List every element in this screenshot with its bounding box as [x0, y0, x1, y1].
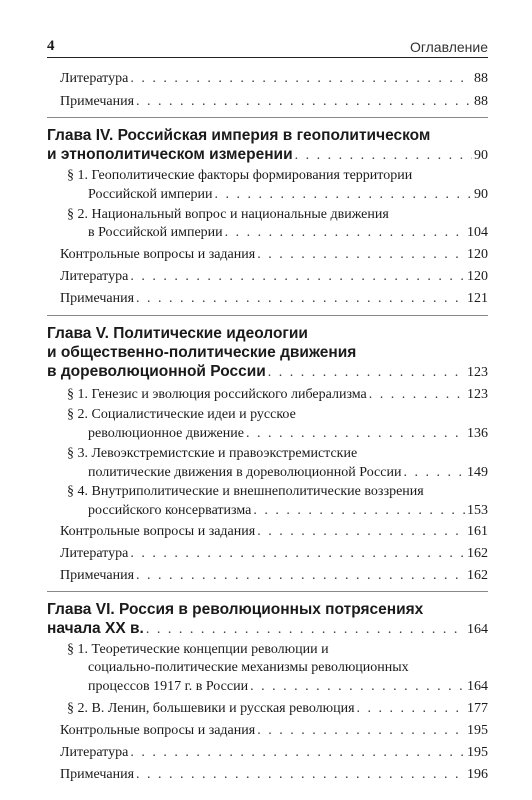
leader-dots [130, 545, 465, 563]
chapter-5-title-cont: в дореволюционной России [47, 363, 266, 380]
entry-page: 196 [467, 767, 488, 782]
leader-dots [136, 290, 465, 308]
entry-page: 120 [467, 269, 488, 284]
leader-dots [295, 148, 472, 164]
header-rule [47, 57, 488, 58]
leader-dots [250, 678, 465, 696]
entry-page: 153 [467, 503, 488, 518]
entry-page: 136 [467, 426, 488, 441]
toc-entry-4-notes [60, 289, 488, 308]
entry-page: 161 [467, 524, 488, 539]
leader-dots [257, 722, 465, 740]
entry-page: 123 [467, 365, 488, 380]
entry-label: Контрольные вопросы и задания [60, 723, 256, 738]
toc-entry-6-literature [60, 743, 488, 762]
toc-entry-5-2 [88, 424, 488, 443]
entry-page: 177 [467, 701, 488, 716]
entry-label: Литература [60, 71, 129, 86]
leader-dots [215, 186, 472, 204]
entry-page: 162 [467, 568, 488, 583]
leader-dots [136, 766, 465, 784]
toc-entry-6-1 [88, 677, 488, 696]
toc-entry-5-3 [88, 463, 488, 482]
entry-page: 121 [467, 291, 488, 306]
toc-entry-5-questions [60, 522, 488, 541]
entry-page: 88 [474, 94, 488, 109]
leader-dots [257, 523, 465, 541]
chapter-5-title: Глава V. Политические идеологии [47, 325, 308, 342]
toc-entry-6-2 [67, 699, 488, 718]
entry-page: 123 [467, 387, 488, 402]
leader-dots [268, 365, 465, 381]
entry-label: Литература [60, 745, 129, 760]
leader-dots [357, 700, 465, 718]
chapter-6-title-cont: начала XX в. [47, 620, 144, 637]
toc-entry-5-notes [60, 566, 488, 585]
toc-entry-4-2 [88, 223, 488, 242]
section-5-4-title: § 4. Внутриполитические и внешнеполитические воззрения [67, 484, 424, 499]
leader-dots [146, 622, 465, 638]
section-divider [47, 117, 488, 118]
toc-entry-6-notes [60, 765, 488, 784]
entry-label: Примечания [60, 568, 135, 583]
entry-label: революционное движение [88, 426, 244, 441]
leader-dots [257, 246, 465, 264]
chapter-5-title-row [47, 361, 488, 381]
entry-page: 88 [474, 71, 488, 86]
entry-page: 104 [467, 225, 488, 240]
toc-entry-5-literature [60, 544, 488, 563]
section-divider [47, 315, 488, 316]
entry-label: Примечания [60, 94, 135, 109]
toc-entry-6-questions [60, 721, 488, 740]
leader-dots [130, 268, 465, 286]
entry-page: 90 [474, 187, 488, 202]
entry-label: процессов 1917 г. в России [88, 679, 249, 694]
entry-label: Примечания [60, 767, 135, 782]
entry-label: § 1. Генезис и эволюция российского либерализма [67, 387, 367, 402]
entry-page: 120 [467, 247, 488, 262]
toc-entry-4-questions [60, 245, 488, 264]
entry-page: 195 [467, 723, 488, 738]
running-title: Оглавление [409, 39, 488, 55]
entry-label: российского консерватизма [88, 503, 252, 518]
section-4-1-title: § 1. Геополитические факторы формирования территории [67, 168, 413, 183]
section-6-1-title-line2: социально-политические механизмы революционных [88, 660, 409, 675]
chapter-6-title-row [47, 618, 488, 638]
chapter-4-title-row [47, 144, 488, 164]
leader-dots [246, 425, 465, 443]
entry-label: Контрольные вопросы и задания [60, 524, 256, 539]
chapter-4-title-cont: и этнополитическом измерении [47, 146, 293, 163]
section-5-3-title: § 3. Левоэкстремистские и правоэкстремистские [67, 446, 358, 461]
leader-dots [130, 744, 465, 762]
section-divider [47, 591, 488, 592]
leader-dots [130, 70, 472, 88]
toc-entry-5-1 [67, 385, 488, 404]
entry-label: в Российской империи [88, 225, 223, 240]
entry-label: § 2. В. Ленин, большевики и русская революция [67, 701, 355, 716]
toc-entry-4-literature [60, 267, 488, 286]
leader-dots [369, 386, 465, 404]
leader-dots [136, 567, 465, 585]
entry-label: политические движения в дореволюционной России [88, 465, 402, 480]
entry-label: Российской империи [88, 187, 213, 202]
entry-page: 162 [467, 546, 488, 561]
section-4-2-title: § 2. Национальный вопрос и национальные движения [67, 207, 389, 222]
chapter-6-title: Глава VI. Россия в революционных потрясениях [47, 601, 424, 618]
entry-label: Литература [60, 546, 129, 561]
entry-page: 90 [474, 148, 488, 163]
entry-label: Контрольные вопросы и задания [60, 247, 256, 262]
page-number: 4 [47, 38, 55, 54]
entry-label: Литература [60, 269, 129, 284]
section-6-1-title: § 1. Теоретические концепции революции и [67, 642, 329, 657]
leader-dots [403, 464, 465, 482]
entry-page: 195 [467, 745, 488, 760]
entry-page: 164 [467, 679, 488, 694]
entry-page: 149 [467, 465, 488, 480]
entry-page: 164 [467, 622, 488, 637]
toc-entry-literature [60, 69, 488, 88]
toc-entry-notes [60, 92, 488, 111]
toc-entry-5-4 [88, 501, 488, 520]
leader-dots [136, 93, 472, 111]
leader-dots [225, 224, 465, 242]
chapter-5-title-line2: и общественно-политические движения [47, 344, 357, 361]
section-5-2-title: § 2. Социалистические идеи и русское [67, 407, 296, 422]
toc-entry-4-1 [88, 185, 488, 204]
leader-dots [253, 502, 465, 520]
chapter-4-title: Глава IV. Российская империя в геополитическом [47, 127, 431, 144]
entry-label: Примечания [60, 291, 135, 306]
